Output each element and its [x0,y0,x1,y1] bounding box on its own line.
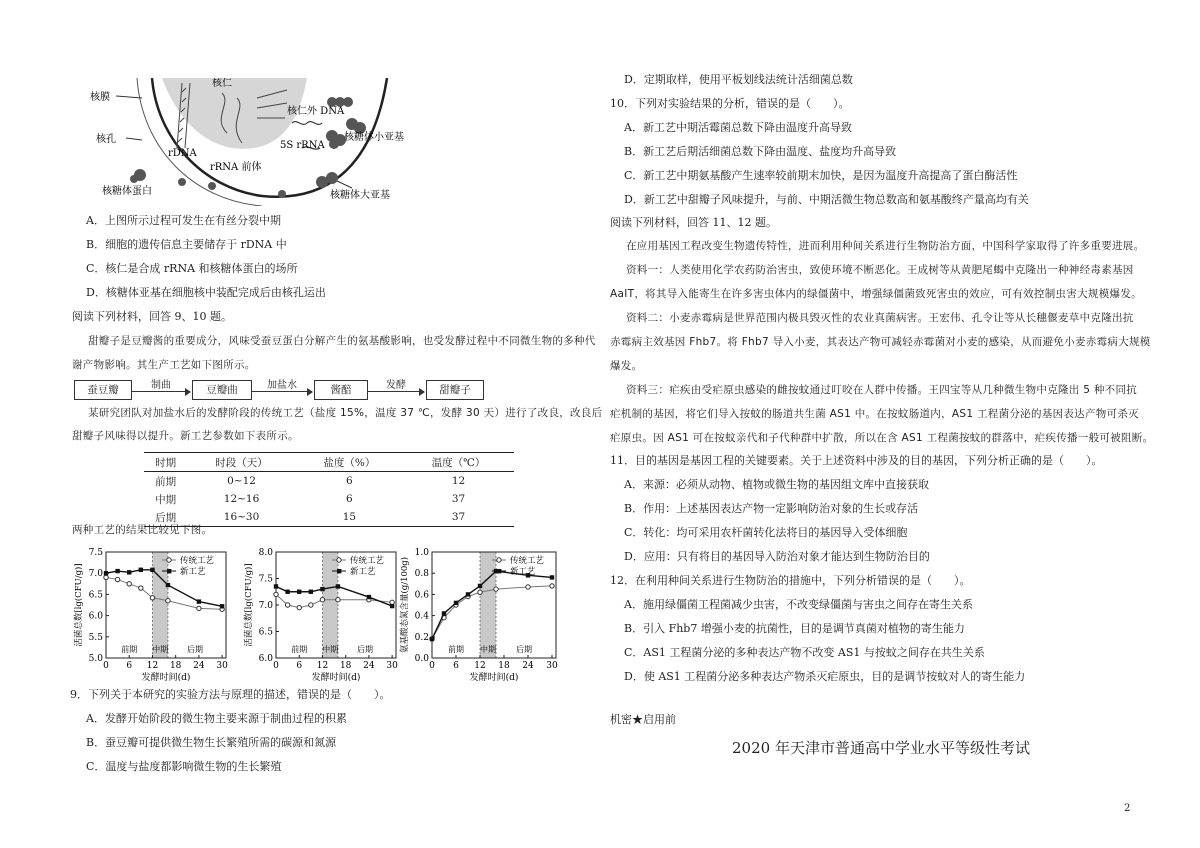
q12-option-b: B．引入 Fhb7 增强小麦的抗菌性，目的是调节真菌对植物的寄生能力 [624,622,965,635]
traditional-data-point [320,598,324,602]
label-nuclear-envelope: 核膜 [90,92,110,103]
q9-option-b: B．蚕豆瓣可提供微生物生长繁殖所需的碳源和氮源 [86,736,337,749]
q11-stem: 11．目的基因是基因工程的关键要素。关于上述资料中涉及的目的基因，下列分析正确的是（ ）。 [610,454,1103,467]
material-line: 赤霉病主效基因 Fhb7。将 Fhb7 导入小麦，其表达产物可减轻赤霉菌对小麦的感染，从而避免小麦赤霉病大规模 [610,336,1151,348]
x-tick-label: 12 [316,661,329,671]
table-header: 盐度（%） [296,453,403,472]
q8-option-d: D．核糖体亚基在细胞核中装配完成后由核孔运出 [86,286,326,299]
results-line: 两种工艺的结果比较见下图。 [72,524,213,536]
traditional-data-point [550,584,554,588]
q12-option-a: A．施用绿僵菌工程菌减少虫害，不改变绿僵菌与害虫之间存在寄生关系 [624,598,973,611]
y-tick-label: 6.0 [258,654,273,664]
label-rrna-precursor: rRNA 前体 [210,162,262,173]
new-data-point [220,604,224,608]
material-line: AaIT，将其导入能寄生在许多害虫体内的绿僵菌中，增强绿僵菌致死害虫的效应，可有效控制虫害大规模爆发。 [610,288,1142,300]
x-tick-label: 24 [522,661,534,671]
table-cell: 16~30 [187,508,295,527]
new-data-point [104,571,108,575]
new-data-point [139,568,143,572]
material-line: 爆发。 [610,360,643,372]
page-number: 2 [1124,803,1131,814]
new-data-point [166,583,170,587]
x-tick-label: 12 [146,661,159,671]
table-cell: 前期 [155,475,177,488]
y-axis-label: 活菌总数[lg(CFU/g)] [244,563,254,647]
legend-marker-new [337,569,341,573]
phase-label: 后期 [187,645,204,654]
new-data-point [442,611,446,615]
flow-arrow-3-label: 发酵 [386,380,406,391]
y-tick-label: 6.5 [258,627,273,638]
phase-label: 中期 [480,645,496,654]
middle-phase-band [480,552,496,658]
y-axis-label: 活菌总数[lg(CFU/g)] [74,563,84,647]
phase-label: 前期 [121,645,138,654]
table-header: 时期 [144,453,187,472]
q10-option-b: B．新工艺后期活细菌总数下降由温度、盐度均升高导致 [624,145,897,158]
y-tick-label: 6.0 [88,611,103,622]
new-data-point [430,637,434,641]
x-tick-label: 30 [386,661,398,671]
x-tick-label: 30 [546,661,558,671]
flow-arrow-1 [132,391,190,392]
new-data-point [297,590,301,594]
y-tick-label: 7.5 [88,548,103,558]
x-tick-label: 12 [474,661,486,671]
x-tick-label: 6 [453,661,459,671]
y-tick-label: 0.2 [414,632,429,643]
y-tick-label: 0.6 [414,590,429,601]
traditional-data-point [104,575,108,579]
para1-line2: 谢产物影响。其生产工艺如下图所示。 [72,359,256,371]
confidential-mark: 机密★启用前 [610,713,676,726]
table-cell: 37 [451,493,466,505]
x-axis-label: 发酵时间(d) [469,673,519,681]
x-tick-label: 6 [296,661,303,671]
chart-mold-count [72,546,234,681]
q9-option-c: C．温度与盐度都影响微生物的生长繁殖 [86,760,282,773]
new-data-point [115,569,119,573]
y-tick-label: 0.0 [414,654,429,664]
legend-label-traditional: 传统工艺 [180,556,215,566]
new-data-point [390,604,394,608]
table-cell: 6 [346,475,353,487]
x-tick-label: 6 [126,661,133,671]
q8-option-b: B．细胞的遗传信息主要储存于 rDNA 中 [86,238,287,251]
x-axis-label: 发酵时间(d) [141,673,191,681]
new-data-point [150,568,154,572]
para2-line2: 甜瓣子风味得以提升。新工艺参数如下表所示。 [72,430,299,442]
x-tick-label: 30 [216,661,228,671]
label-nucleolus: 核仁 [212,78,232,89]
intro-11-12: 阅读下列材料，回答 11、12 题。 [610,216,777,229]
flow-box-koji: 豆瓣曲 [192,380,252,400]
material-line: 疟机制的基因，将它们导入按蚊的肠道共生菌 AS1 中。在按蚊肠道内，AS1 工程菌分泌的基因表达产物可杀灭 [610,408,1139,420]
phase-label: 中期 [322,645,339,654]
new-data-point [478,584,482,588]
table-row [144,472,514,491]
x-tick-label: 24 [363,661,375,671]
y-tick-label: 6.5 [88,590,103,601]
q10-option-d: D．新工艺中甜瓣子风味提升，与前、中期活微生物总数高和氨基酸终产量高均有关 [624,193,1029,206]
intro-9-10: 阅读下列材料，回答 9、10 题。 [72,310,232,323]
legend-label-traditional: 传统工艺 [510,556,545,566]
table-cell: 15 [296,508,403,527]
q11-option-b: B．作用：上述基因表达产物一定影响防治对象的生长或存活 [624,502,919,515]
x-tick-label: 0 [273,661,279,671]
legend-label-new: 新工艺 [350,567,376,577]
traditional-data-point [150,596,154,600]
chart-bacteria-count [242,546,404,681]
q11-option-d: D．应用：只有将目的基因导入防治对象才能达到生物防治目的 [624,550,930,563]
table-cell: 后期 [144,508,187,527]
y-axis-label: 氨基酸态氮含量(g/100g) [400,556,410,654]
new-data-point [127,570,131,574]
new-data-point [309,590,313,594]
legend-label-new: 新工艺 [180,567,206,577]
y-tick-label: 5.5 [88,632,103,643]
table-header: 时段（天） [187,453,295,472]
table-row [144,490,514,508]
table-header-row [144,453,514,472]
y-tick-label: 0.8 [414,569,429,580]
label-rdna: rDNA [168,148,197,159]
new-data-point [274,584,278,588]
new-data-point [197,599,201,603]
x-tick-label: 18 [339,661,352,671]
q11-option-a: A．来源：必须从动物、植物或微生物的基因组文库中直接获取 [624,478,929,491]
material-line: 在应用基因工程改变生物遗传特性，进而利用种间关系进行生物防治方面，中国科学家取得了许多重要进展。 [626,240,1145,252]
y-tick-label: 8.0 [258,548,273,558]
y-tick-label: 5.0 [88,654,103,664]
y-tick-label: 7.0 [88,569,103,580]
q9-stem: 9．下列关于本研究的实验方法与原理的描述，错误的是（ ）。 [70,688,391,701]
q8-option-c: C．核仁是合成 rRNA 和核糖体蛋白的场所 [86,262,298,275]
legend-marker-traditional [167,558,171,562]
traditional-data-point [285,603,289,607]
table-cell: 中期 [155,493,177,506]
q12-stem: 12．在利用种间关系进行生物防治的措施中，下列分析错误的是（ ）。 [610,574,971,587]
legend-label-new: 新工艺 [510,567,536,577]
table-cell: 12 [451,475,466,487]
y-tick-label: 1.0 [414,548,429,558]
traditional-data-point [526,585,530,589]
chart-amino-nitrogen [398,546,564,681]
new-data-point [454,601,458,605]
material-line: 资料二：小麦赤霉病是世界范围内极具毁灭性的农业真菌病害。王宏伟、孔令让等从长穗偃麦草中克隆出抗 [626,312,1134,324]
legend-marker-traditional [497,558,501,562]
flow-box-mash: 酱醅 [314,380,368,400]
legend-marker-new [497,569,501,573]
flow-arrow-3 [368,391,424,392]
para2-line1: 某研究团队对加盐水后的发酵阶段的传统工艺（盐度 15%，温度 37 ℃，发酵 30 天）进行了改良，改良后 [88,407,603,419]
q12-option-c: C．AS1 工程菌分泌的多种表达产物不改变 AS1 与按蚊之间存在共生关系 [624,646,985,659]
traditional-data-point [494,587,498,591]
x-axis-label: 发酵时间(d) [311,673,361,681]
label-5s-rrna: 5S rRNA [280,140,325,151]
x-tick-label: 24 [193,661,205,671]
material-line: 资料三：疟疾由受疟原虫感染的雌按蚊通过叮咬在人群中传播。王四宝等从几种微生物中克隆出 5 种不同抗 [626,384,1138,396]
x-tick-label: 18 [498,661,510,671]
phase-label: 后期 [516,645,532,654]
flow-box-raw: 蚕豆瓣 [74,380,132,400]
q12-option-d: D．使 AS1 工程菌分泌多种表达产物杀灭疟原虫，目的是调节按蚊对人的寄生能力 [624,670,1026,683]
new-data-point [466,592,470,596]
traditional-data-point [139,586,143,590]
flow-arrow-1-label: 制曲 [151,380,171,391]
x-tick-label: 0 [429,661,435,671]
legend-marker-new [167,569,171,573]
traditional-data-point [297,605,301,609]
material-line: 疟原虫。因 AS1 可在按蚊亲代和子代种群中扩散，所以在含 AS1 工程菌按蚊的群落中，疟疾传播一般可被阻断。 [610,432,1154,444]
middle-phase-band [322,552,337,658]
phase-label: 中期 [152,645,169,654]
q9-option-d: D．定期取样，使用平板划线法统计活细菌总数 [624,73,853,86]
traditional-data-point [274,592,278,596]
traditional-data-point [478,590,482,594]
new-data-point [550,575,554,579]
label-pore: 核孔 [96,134,116,145]
q10-option-c: C．新工艺中期氨基酸产生速率较前期末加快，是因为温度升高提高了蛋白酶活性 [624,169,1018,182]
q10-stem: 10．下列对实验结果的分析，错误的是（ ）。 [610,97,850,110]
new-data-point [285,590,289,594]
material-line: 资料一：人类使用化学农药防治害虫，致使环境不断恶化。王成树等从黄肥尾蝎中克隆出一种神经毒素基因 [626,264,1134,276]
q11-option-c: C．转化：均可采用农杆菌转化法将目的基因导入受体细胞 [624,526,908,539]
flow-box-product: 甜瓣子 [426,380,484,400]
label-small-subunit: 核糖体小亚基 [344,132,404,143]
table-cell: 6 [346,493,353,505]
table-header: 温度（℃） [403,453,514,472]
table-cell: 0~12 [227,475,256,487]
q9-option-a: A．发酵开始阶段的微生物主要来源于制曲过程的积累 [86,712,347,725]
legend-marker-traditional [337,558,341,562]
q8-option-a: A．上图所示过程可发生在有丝分裂中期 [86,214,281,227]
y-tick-label: 7.5 [258,574,273,585]
exam-title: 2020 年天津市普通高中学业水平等级性考试 [732,739,1030,757]
q10-option-a: A．新工艺中期活霉菌总数下降由温度升高导致 [624,121,852,134]
params-table [144,452,514,527]
new-data-point [367,595,371,599]
flow-arrow-2-label: 加盐水 [267,380,297,391]
flow-arrow-2 [252,391,312,392]
para1-line1: 甜瓣子是豆瓣酱的重要成分，风味受蚕豆蛋白分解产生的氨基酸影响，也受发酵过程中不同微生物的多种代 [88,335,596,347]
new-data-point [336,584,340,588]
y-tick-label: 7.0 [258,601,273,611]
y-tick-label: 0.4 [414,611,429,622]
traditional-data-point [309,603,313,607]
new-data-point [320,587,324,591]
traditional-data-point [127,582,131,586]
table-cell: 12~16 [223,493,260,505]
label-large-subunit: 核糖体大亚基 [330,190,390,201]
phase-label: 后期 [357,645,374,654]
x-tick-label: 0 [103,661,109,671]
middle-phase-band [152,552,167,658]
traditional-data-point [197,606,201,610]
table-cell: 37 [403,508,514,527]
phase-label: 前期 [448,645,464,654]
phase-label: 前期 [291,645,308,654]
traditional-data-point [166,599,170,603]
label-extra-dna: 核仁外 DNA [287,106,345,117]
traditional-data-point [115,577,119,581]
traditional-data-point [336,598,340,602]
x-tick-label: 18 [169,661,182,671]
label-ribosomal-protein: 核糖体蛋白 [102,186,152,197]
legend-label-traditional: 传统工艺 [350,556,385,566]
nucleolus-figure [82,78,432,206]
